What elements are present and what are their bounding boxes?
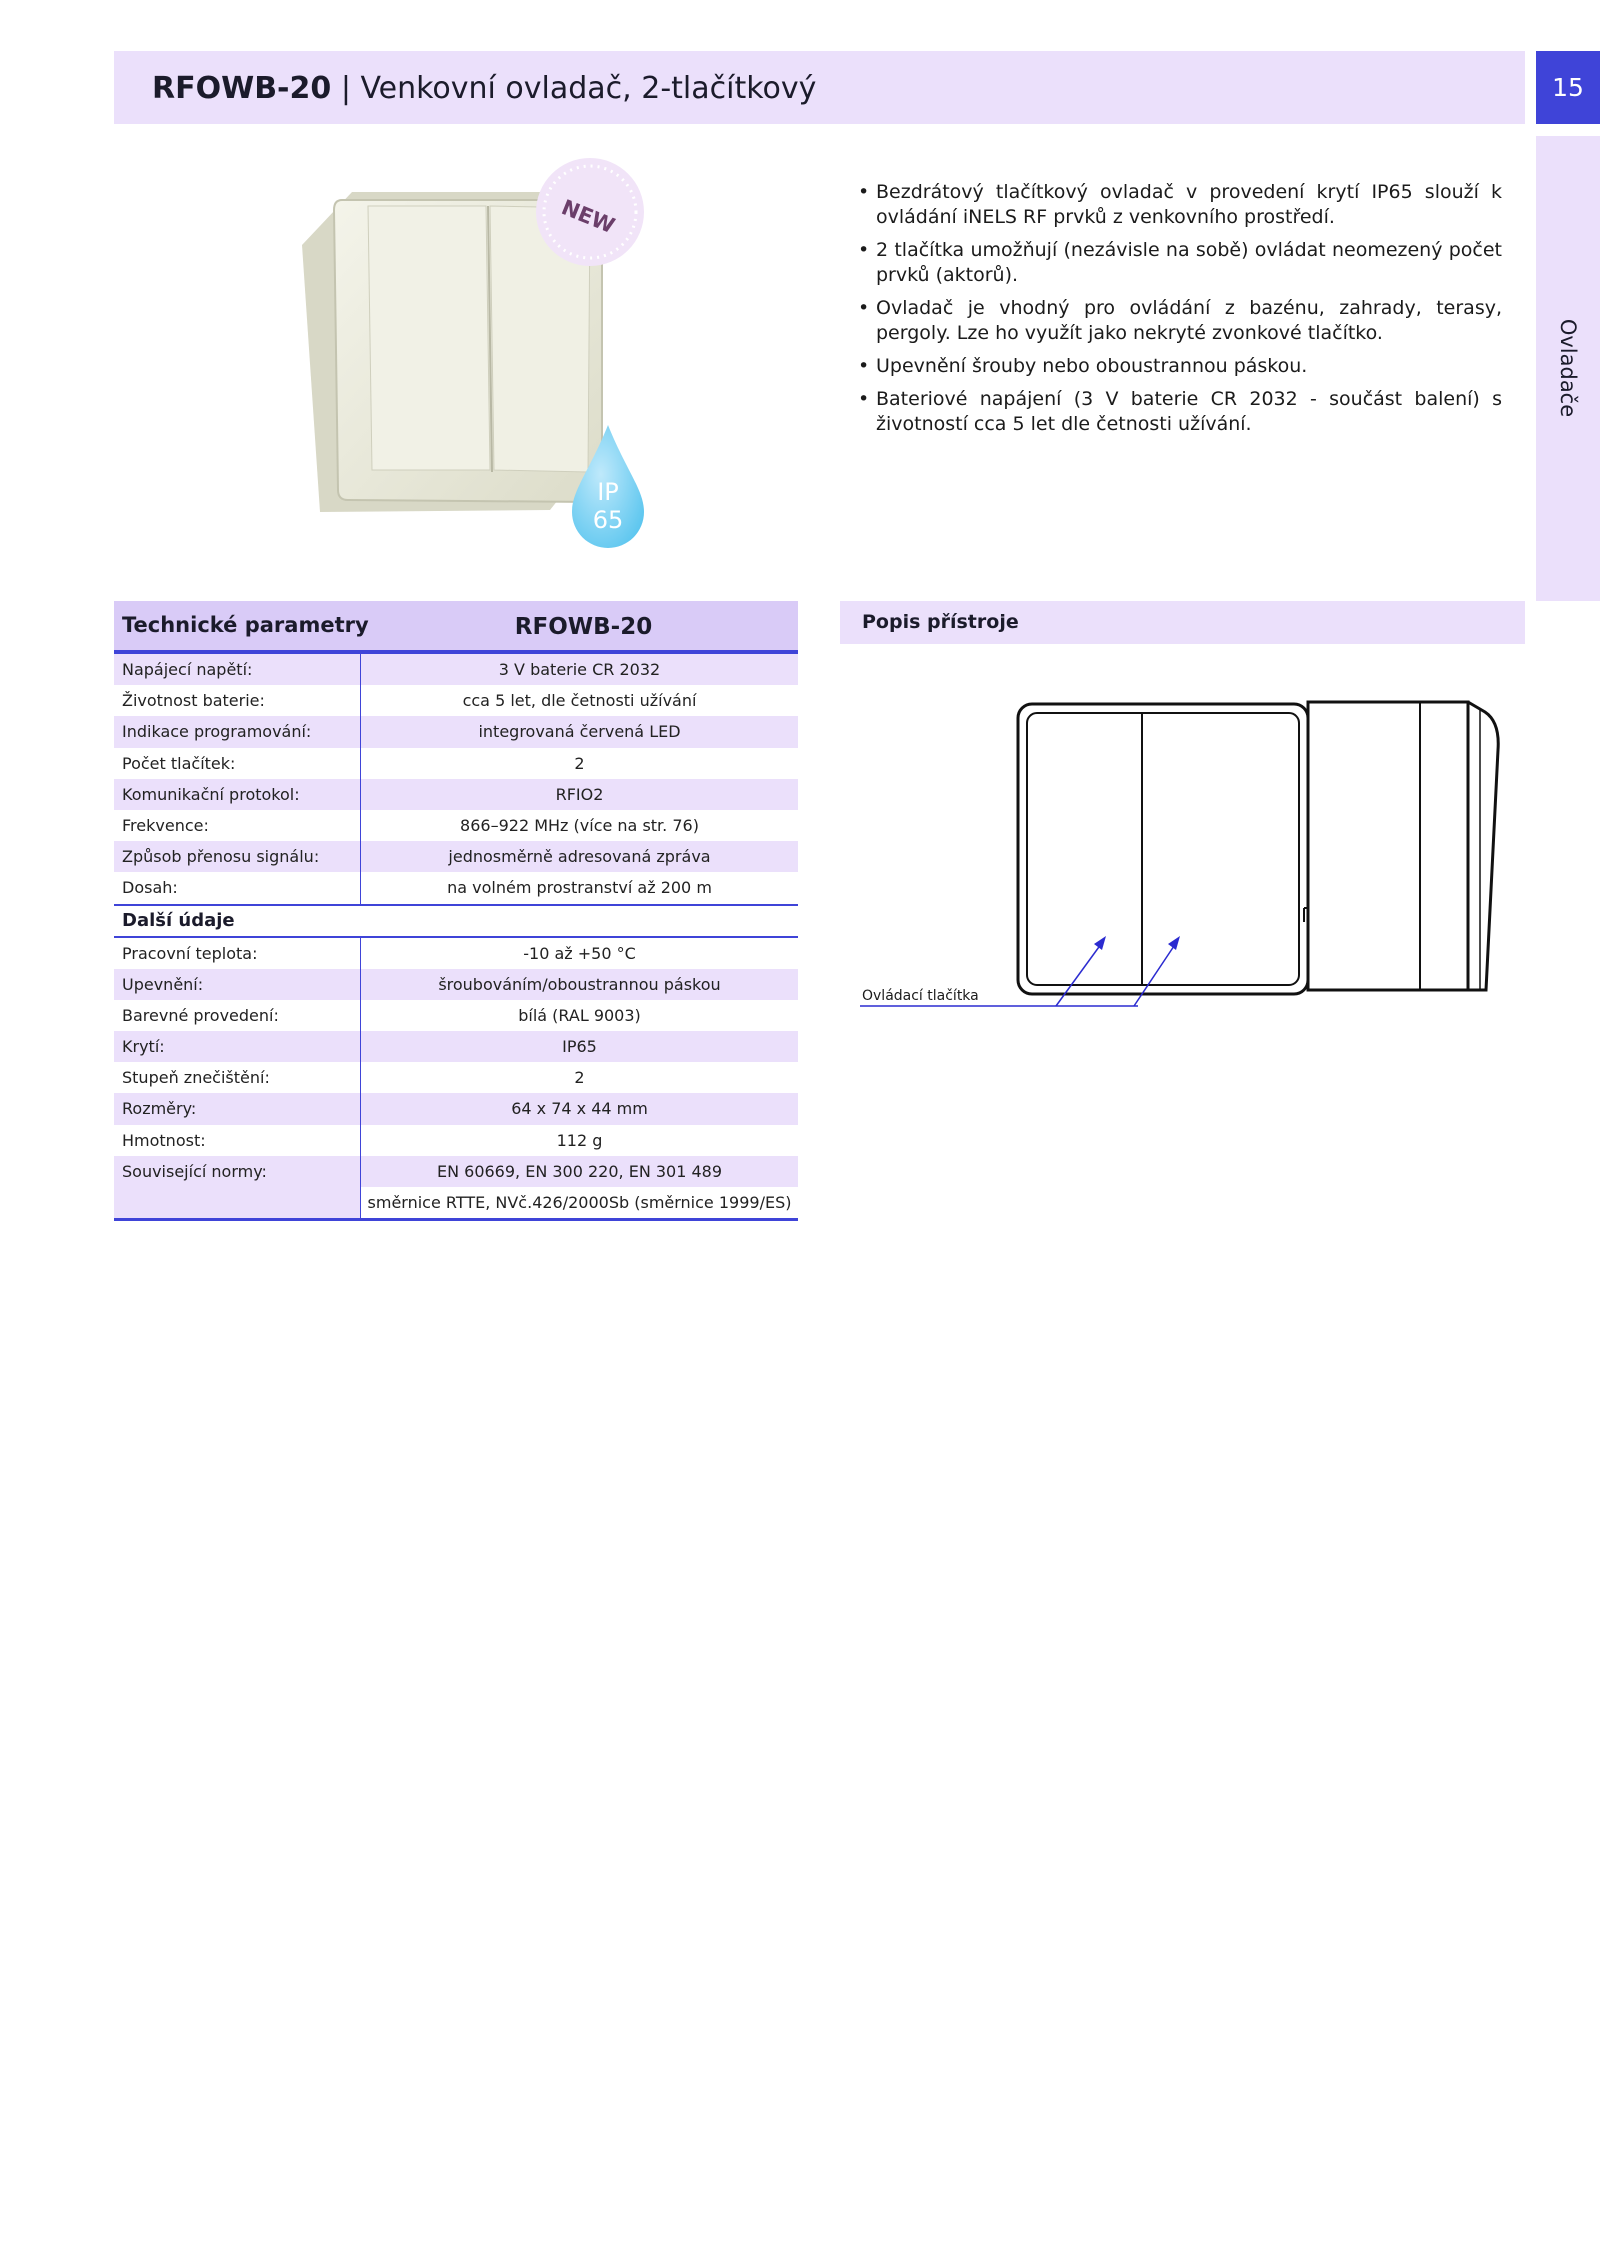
table-header (114, 601, 798, 654)
row-value: šroubováním/oboustrannou páskou (438, 974, 721, 994)
table-row (114, 716, 798, 747)
table-row (114, 841, 798, 872)
side-view-curve (1468, 702, 1498, 990)
ip-number: 65 (592, 506, 624, 534)
row-value: 112 g (556, 1130, 603, 1150)
feature-item: • Bateriové napájení (3 V baterie CR 2032 - součást balení) s životností cca 5 let dle četnosti užívání. (858, 387, 1502, 437)
row-label: Počet tlačítek: (114, 748, 361, 779)
table-row (114, 779, 798, 810)
table-row (114, 1031, 798, 1062)
table-row (114, 872, 798, 903)
side-view-drawing (1300, 690, 1520, 1010)
row-label: Související normy: (114, 1156, 361, 1218)
row-label: Hmotnost: (114, 1125, 361, 1156)
table-row (114, 1000, 798, 1031)
new-badge-text: NEW (558, 195, 619, 239)
callout-arrow-1 (1056, 940, 1104, 1006)
row-label: Upevnění: (114, 969, 361, 1000)
table-row (114, 810, 798, 841)
tech-params-table (114, 601, 798, 1221)
model-name: RFOWB-20 (152, 71, 332, 106)
table-row (114, 748, 798, 779)
table-row (114, 685, 798, 716)
row-value: integrovaná červená LED (478, 722, 681, 742)
row-value: cca 5 let, dle četnosti užívání (462, 691, 697, 711)
row-label: Frekvence: (114, 810, 361, 841)
row-value-line: směrnice RTTE, NVč.426/2000Sb (směrnice 1999/ES) (361, 1187, 798, 1218)
feature-item: • Bezdrátový tlačítkový ovladač v provedení krytí IP65 slouží k ovládání iNELS RF prvků z venkovního prostředí. (858, 180, 1502, 230)
row-value (361, 1156, 798, 1218)
row-value: 866–922 MHz (více na str. 76) (460, 815, 699, 835)
row-value-line: EN 60669, EN 300 220, EN 301 489 (436, 1161, 723, 1181)
table-body-other (114, 938, 798, 1218)
feature-item: • 2 tlačítka umožňují (nezávisle na sobě) ovládat neomezený počet prvků (aktorů). (858, 238, 1502, 288)
table-row (114, 1156, 798, 1218)
table-row (114, 969, 798, 1000)
row-label: Dosah: (114, 872, 361, 903)
page-title (152, 70, 816, 108)
table-row (114, 1093, 798, 1124)
row-label: Rozměry: (114, 1093, 361, 1124)
side-view-body (1308, 702, 1468, 990)
row-value: -10 až +50 °C (523, 943, 636, 963)
arrow-head-icon (1094, 936, 1106, 950)
description-title: Popis přístroje (862, 611, 1019, 633)
row-label: Barevné provedení: (114, 1000, 361, 1031)
row-value: na volném prostranství až 200 m (447, 878, 712, 898)
title-separator: | (340, 71, 351, 106)
table-row (114, 938, 798, 969)
callout-arrow-2 (1134, 940, 1178, 1006)
page-number: 15 (1536, 51, 1600, 124)
row-value: 2 (574, 1068, 585, 1088)
feature-item: • Ovladač je vhodný pro ovládání z bazénu, zahrady, terasy, pergoly. Lze ho využít jako nekryté zvonkové tlačítko. (858, 296, 1502, 346)
row-label: Napájecí napětí: (114, 654, 361, 685)
table-body (114, 654, 798, 904)
product-photo (290, 150, 670, 550)
row-label: Způsob přenosu signálu: (114, 841, 361, 872)
callout-arrows (858, 930, 1198, 1020)
row-label: Stupeň znečištění: (114, 1062, 361, 1093)
row-label: Krytí: (114, 1031, 361, 1062)
table-header-model: RFOWB-20 (514, 614, 653, 640)
side-tab-label: Ovladače (1556, 318, 1580, 418)
table-end-rule (114, 1218, 798, 1221)
title-subtitle: Venkovní ovladač, 2-tlačítkový (360, 71, 817, 106)
callout-label: Ovládací tlačítka (862, 988, 979, 1004)
table-header-label: Technické parametry (122, 613, 369, 637)
section-title-other: Další údaje (114, 904, 798, 938)
row-label: Indikace programování: (114, 716, 361, 747)
row-value: 3 V baterie CR 2032 (498, 660, 661, 679)
row-value: 64 x 74 x 44 mm (511, 1099, 648, 1119)
row-label: Pracovní teplota: (114, 938, 361, 969)
ip-text: IP (597, 478, 619, 506)
row-label: Komunikační protokol: (114, 779, 361, 810)
table-row (114, 654, 798, 685)
row-value: IP65 (562, 1037, 597, 1057)
arrow-head-icon (1168, 936, 1180, 950)
row-label: Životnost baterie: (114, 685, 361, 716)
row-value: jednosměrně adresovaná zpráva (448, 847, 711, 867)
row-value: RFIO2 (555, 784, 604, 804)
feature-item: • Upevnění šrouby nebo oboustrannou páskou. (858, 354, 1502, 379)
table-row (114, 1125, 798, 1156)
table-row (114, 1062, 798, 1093)
feature-list (858, 180, 1502, 445)
row-value: 2 (574, 753, 585, 773)
row-value: bílá (RAL 9003) (518, 1005, 641, 1025)
